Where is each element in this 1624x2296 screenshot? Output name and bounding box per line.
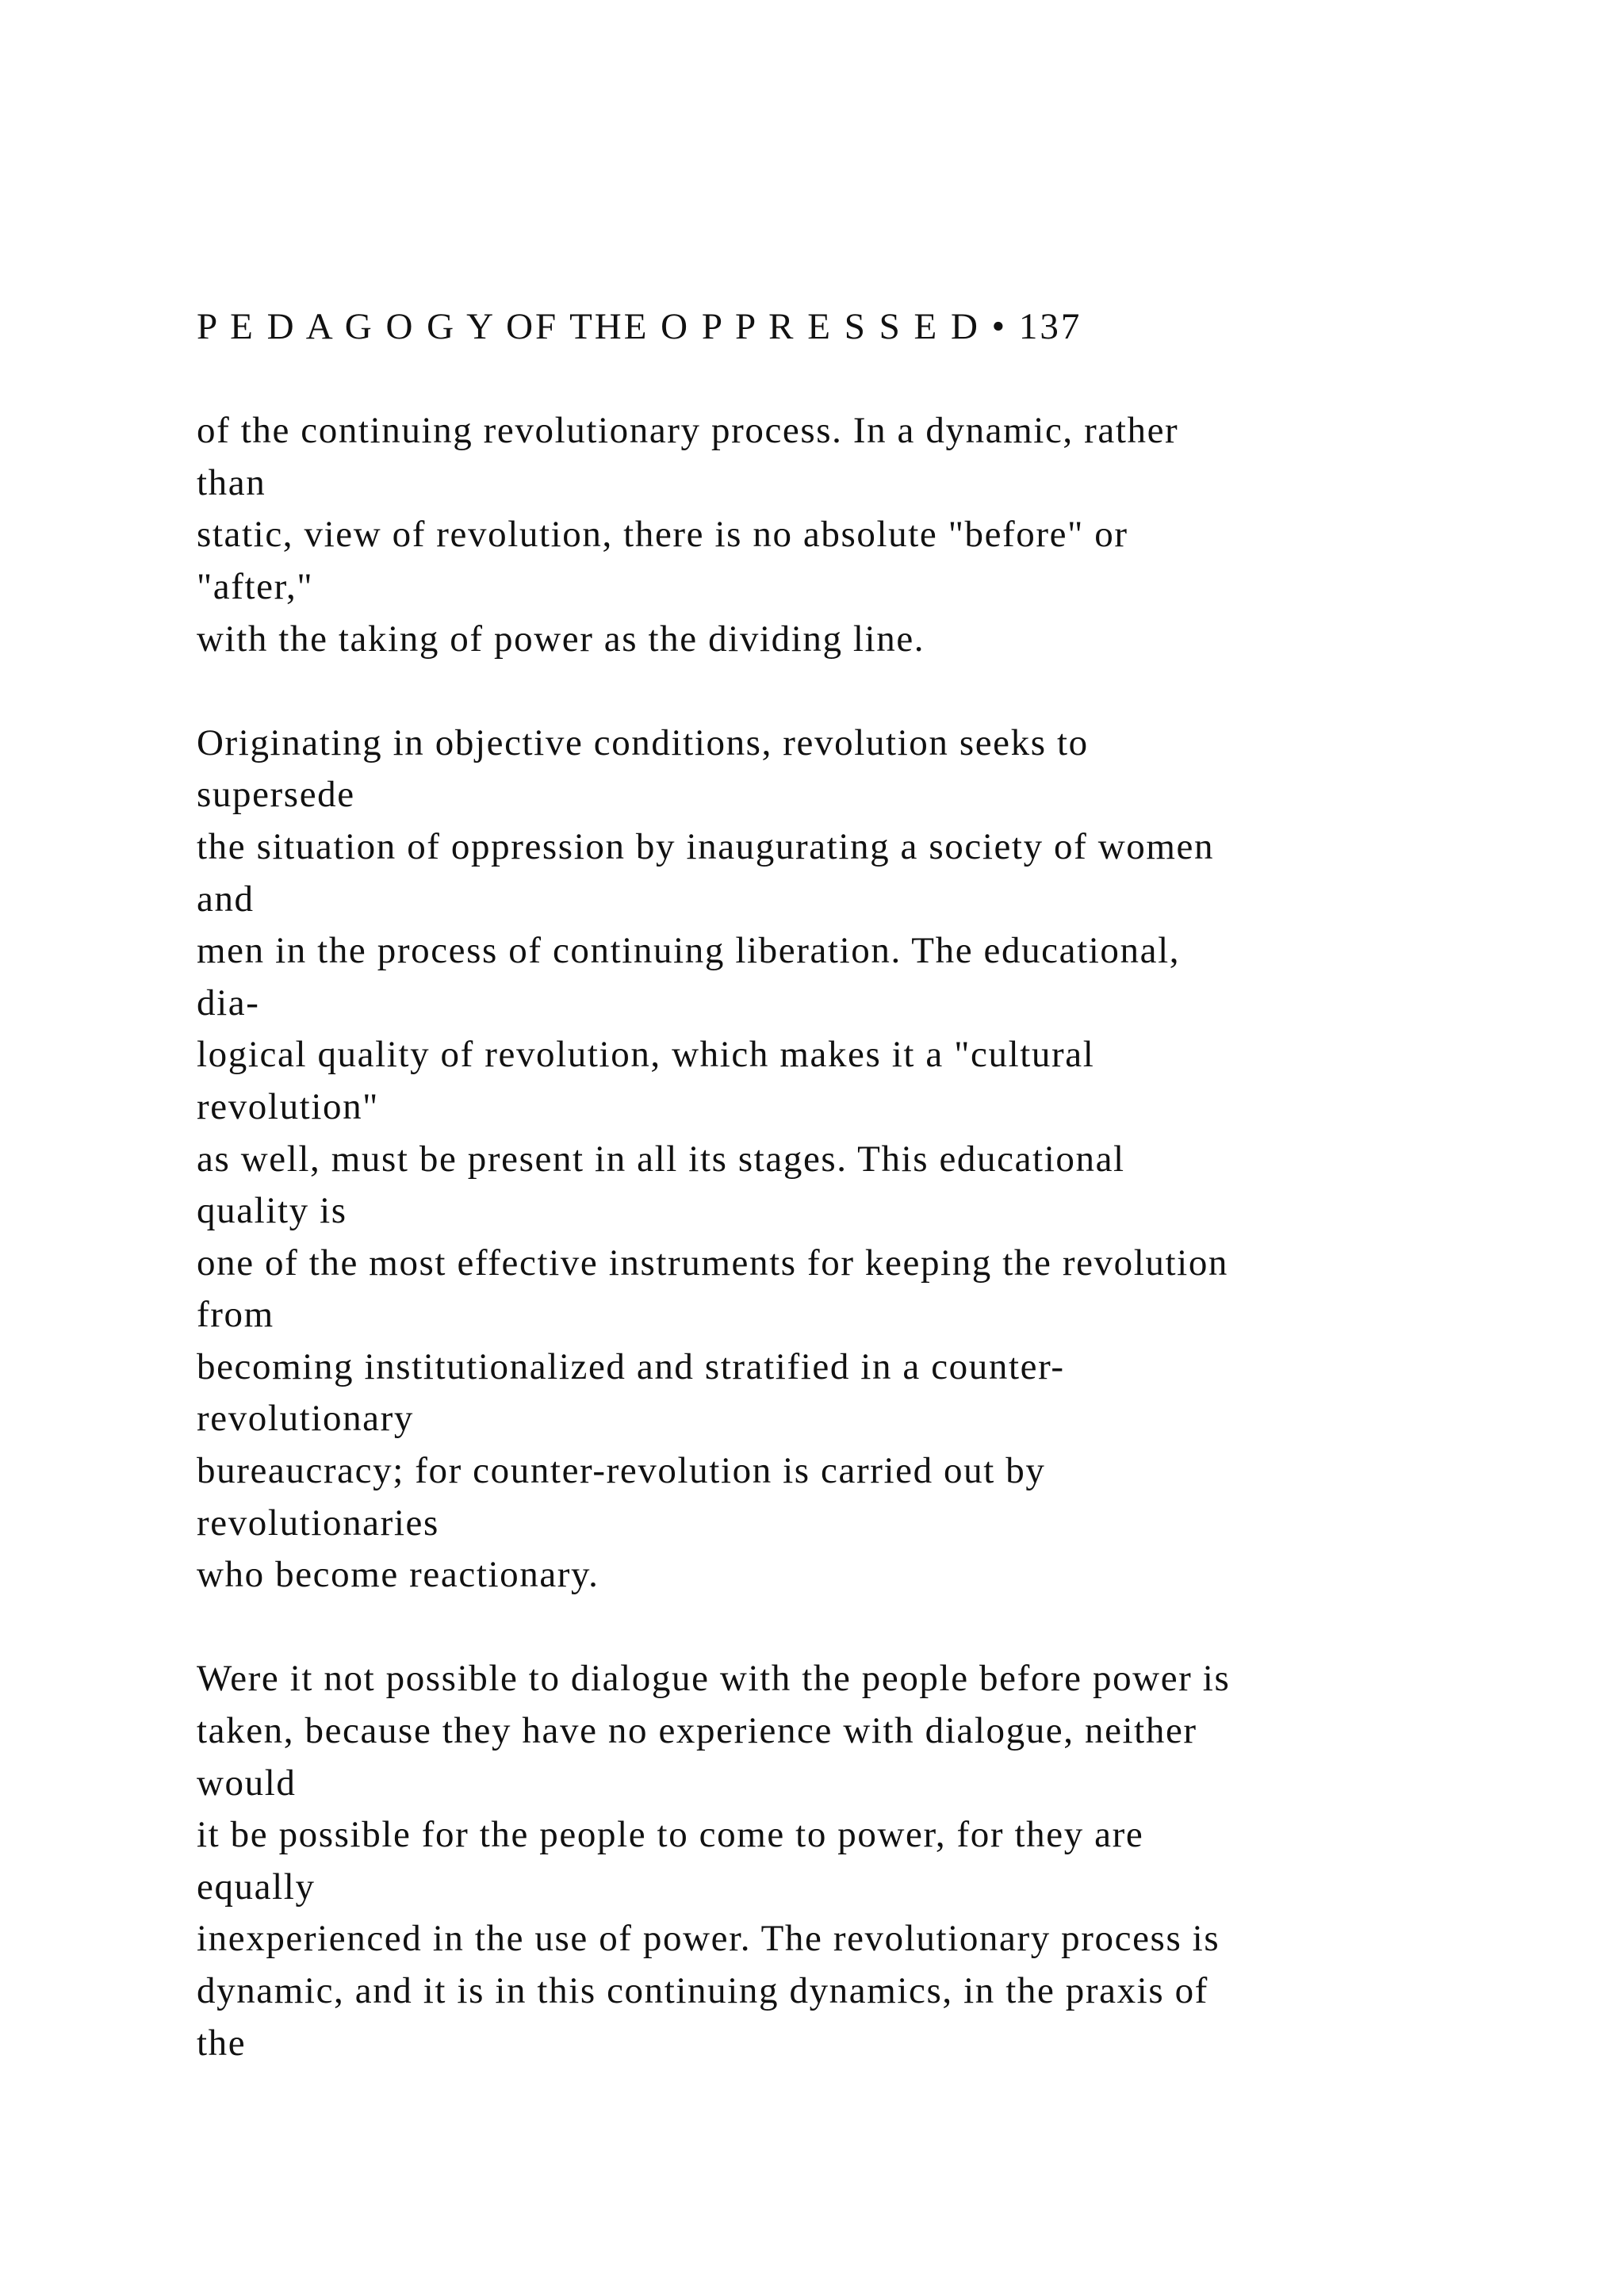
text-line: dynamic, and it is in this continuing dynamics, in the praxis of — [197, 1970, 1208, 2011]
text-line: revolutionaries — [197, 1502, 439, 1544]
text-line: static, view of revolution, there is no absolute "before" or — [197, 514, 1128, 556]
text-line — [197, 354, 1545, 406]
text-line: than — [197, 461, 266, 503]
text-line: the — [197, 2022, 247, 2064]
text-line — [197, 665, 1545, 718]
text-line: Originating in objective conditions, revolution seeks to — [197, 721, 1089, 763]
text-line: one of the most effective instruments for keeping the revolution — [197, 1242, 1229, 1284]
page-text — [197, 301, 1545, 2069]
text-line: Were it not possible to dialogue with the people before power is — [197, 1658, 1231, 1700]
text-line: the situation of oppression by inaugurating a society of women — [197, 825, 1215, 867]
text-line — [197, 1601, 1545, 1654]
text-line: with the taking of power as the dividing line. — [197, 618, 925, 660]
text-line: men in the process of continuing liberation. The educational, — [197, 930, 1181, 972]
text-line: bureaucracy; for counter-revolution is carried out by — [197, 1450, 1046, 1492]
text-line: of the continuing revolutionary process. In a dynamic, rather — [197, 410, 1179, 452]
text-line: supersede — [197, 774, 355, 816]
text-line: logical quality of revolution, which makes it a "cultural — [197, 1034, 1095, 1076]
text-line: quality is — [197, 1190, 347, 1232]
text-line: would — [197, 1762, 297, 1804]
text-line: revolution" — [197, 1085, 379, 1127]
text-line: from — [197, 1294, 274, 1336]
text-line: who become reactionary. — [197, 1554, 599, 1596]
text-line: and — [197, 878, 255, 920]
running-header: P E D A G O G Y OF THE O P P R E S S E D • 137 — [197, 306, 1082, 347]
text-line: becoming institutionalized and stratified in a counter- — [197, 1345, 1065, 1387]
text-line: as well, must be present in all its stages. This educational — [197, 1138, 1125, 1180]
text-line: it be possible for the people to come to power, for they are — [197, 1814, 1144, 1856]
text-line: "after," — [197, 565, 314, 607]
text-line: dia- — [197, 982, 260, 1024]
text-line: equally — [197, 1866, 316, 1908]
text-line: revolutionary — [197, 1398, 414, 1440]
text-line: inexperienced in the use of power. The revolutionary process is — [197, 1918, 1220, 1960]
text-line: taken, because they have no experience with dialogue, neither — [197, 1710, 1197, 1752]
